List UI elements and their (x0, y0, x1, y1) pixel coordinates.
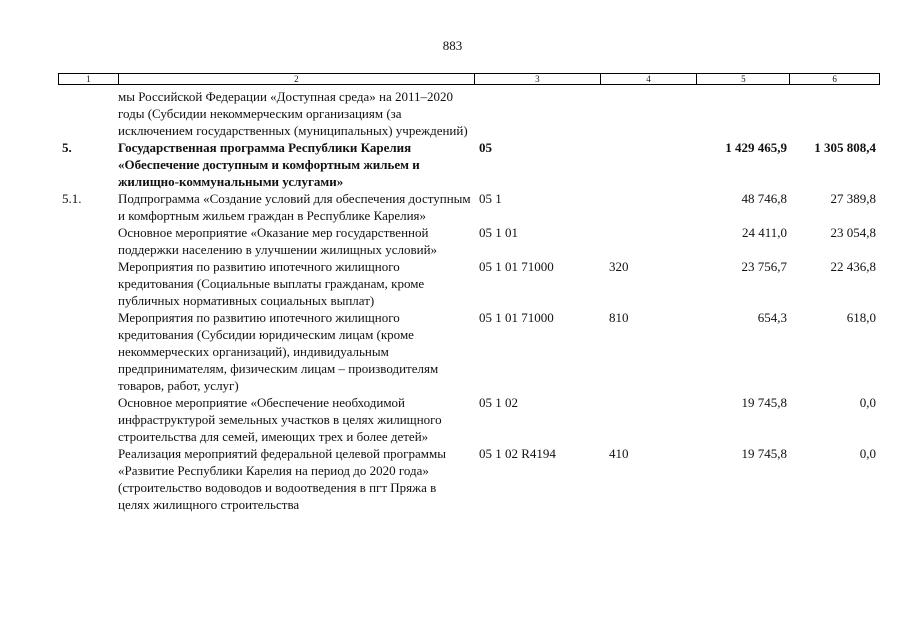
row-expense-type: 320 (609, 259, 629, 274)
row-number: 5.1. (62, 191, 82, 206)
row-name: Подпрограмма «Создание условий для обеспечения доступным и комфортным жильем граждан в Республике Карелия» (118, 191, 471, 223)
row-code: 05 1 01 (479, 225, 518, 240)
column-header-4: 4 (601, 74, 698, 84)
row-value-1: 1 429 465,9 (725, 140, 787, 155)
table-row (58, 88, 880, 139)
row-expense-type (601, 224, 698, 258)
row-number (58, 394, 118, 445)
row-name: Основное мероприятие «Обеспечение необходимой инфраструктурой земельных участков в целях жилищного строительства для семей, имеющих трех и более детей» (118, 395, 442, 444)
row-value-1: 654,3 (757, 310, 787, 325)
row-name: Мероприятия по развитию ипотечного жилищного кредитования (Субсидии юридическим лицам (кроме некоммерческих организаций), индивидуальным предпринимателям, физическим лицам – производителям товаров, работ, услуг) (118, 310, 439, 393)
row-value-2: 618,0 (846, 310, 876, 325)
row-value-2 (791, 88, 880, 139)
row-expense-type: 810 (609, 310, 629, 325)
row-code: 05 (479, 140, 492, 155)
row-value-2: 1 305 808,4 (814, 140, 876, 155)
column-header-2: 2 (119, 74, 475, 84)
row-value-2: 0,0 (859, 446, 876, 461)
row-value-1: 23 756,7 (741, 259, 787, 274)
row-expense-type: 410 (609, 446, 629, 461)
row-number (58, 88, 118, 139)
column-header-3: 3 (475, 74, 601, 84)
row-number (58, 445, 118, 513)
column-header-5: 5 (697, 74, 790, 84)
row-name: Мероприятия по развитию ипотечного жилищного кредитования (Социальные выплаты гражданам, кроме публичных нормативных социальных выплат) (118, 259, 425, 308)
row-number: 5. (62, 140, 72, 155)
table-row (58, 258, 880, 309)
row-number (58, 224, 118, 258)
row-code: 05 1 (479, 191, 502, 206)
row-value-2: 0,0 (859, 395, 876, 410)
row-code: 05 1 02 R4194 (479, 446, 556, 461)
row-expense-type (601, 139, 698, 190)
row-value-1 (698, 88, 791, 139)
row-name: мы Российской Федерации «Доступная среда» на 2011–2020 годы (Субсидии некоммерческим организациям (за исключением государственных (муниципальных) учреждений) (118, 89, 468, 138)
row-name: Государственная программа Республики Карелия «Обеспечение доступным и комфортным жильем и жилищно-коммунальными услугами» (118, 140, 420, 189)
row-number (58, 309, 118, 394)
row-value-2: 23 054,8 (830, 225, 876, 240)
row-value-1: 19 745,8 (741, 446, 787, 461)
row-name: Реализация мероприятий федеральной целевой программы «Развитие Республики Карелия на период до 2020 года» (строительство водоводов и водоотведения в пгт Пряжа в целях жилищного строительства (118, 446, 446, 512)
row-expense-type (601, 88, 698, 139)
column-header-6: 6 (832, 74, 837, 84)
table-row (58, 309, 880, 394)
row-expense-type (601, 190, 698, 224)
table-row (58, 445, 880, 513)
table-body (58, 88, 880, 513)
page-number: 883 (442, 38, 463, 53)
table-row (58, 224, 880, 258)
row-name: Основное мероприятие «Оказание мер государственной поддержки населению в улучшении жилищных условий» (118, 225, 438, 257)
row-code: 05 1 01 71000 (479, 259, 554, 274)
table-row (58, 394, 880, 445)
row-value-1: 48 746,8 (741, 191, 787, 206)
row-number (58, 258, 118, 309)
row-code (475, 88, 601, 139)
table-row (58, 190, 880, 224)
row-code: 05 1 01 71000 (479, 310, 554, 325)
row-value-2: 22 436,8 (830, 259, 876, 274)
column-header-1: 1 (59, 74, 119, 84)
row-value-1: 19 745,8 (741, 395, 787, 410)
row-code: 05 1 02 (479, 395, 518, 410)
row-value-2: 27 389,8 (830, 191, 876, 206)
row-value-1: 24 411,0 (741, 225, 787, 240)
table-header (58, 73, 880, 85)
row-expense-type (601, 394, 698, 445)
table-row (58, 139, 880, 190)
